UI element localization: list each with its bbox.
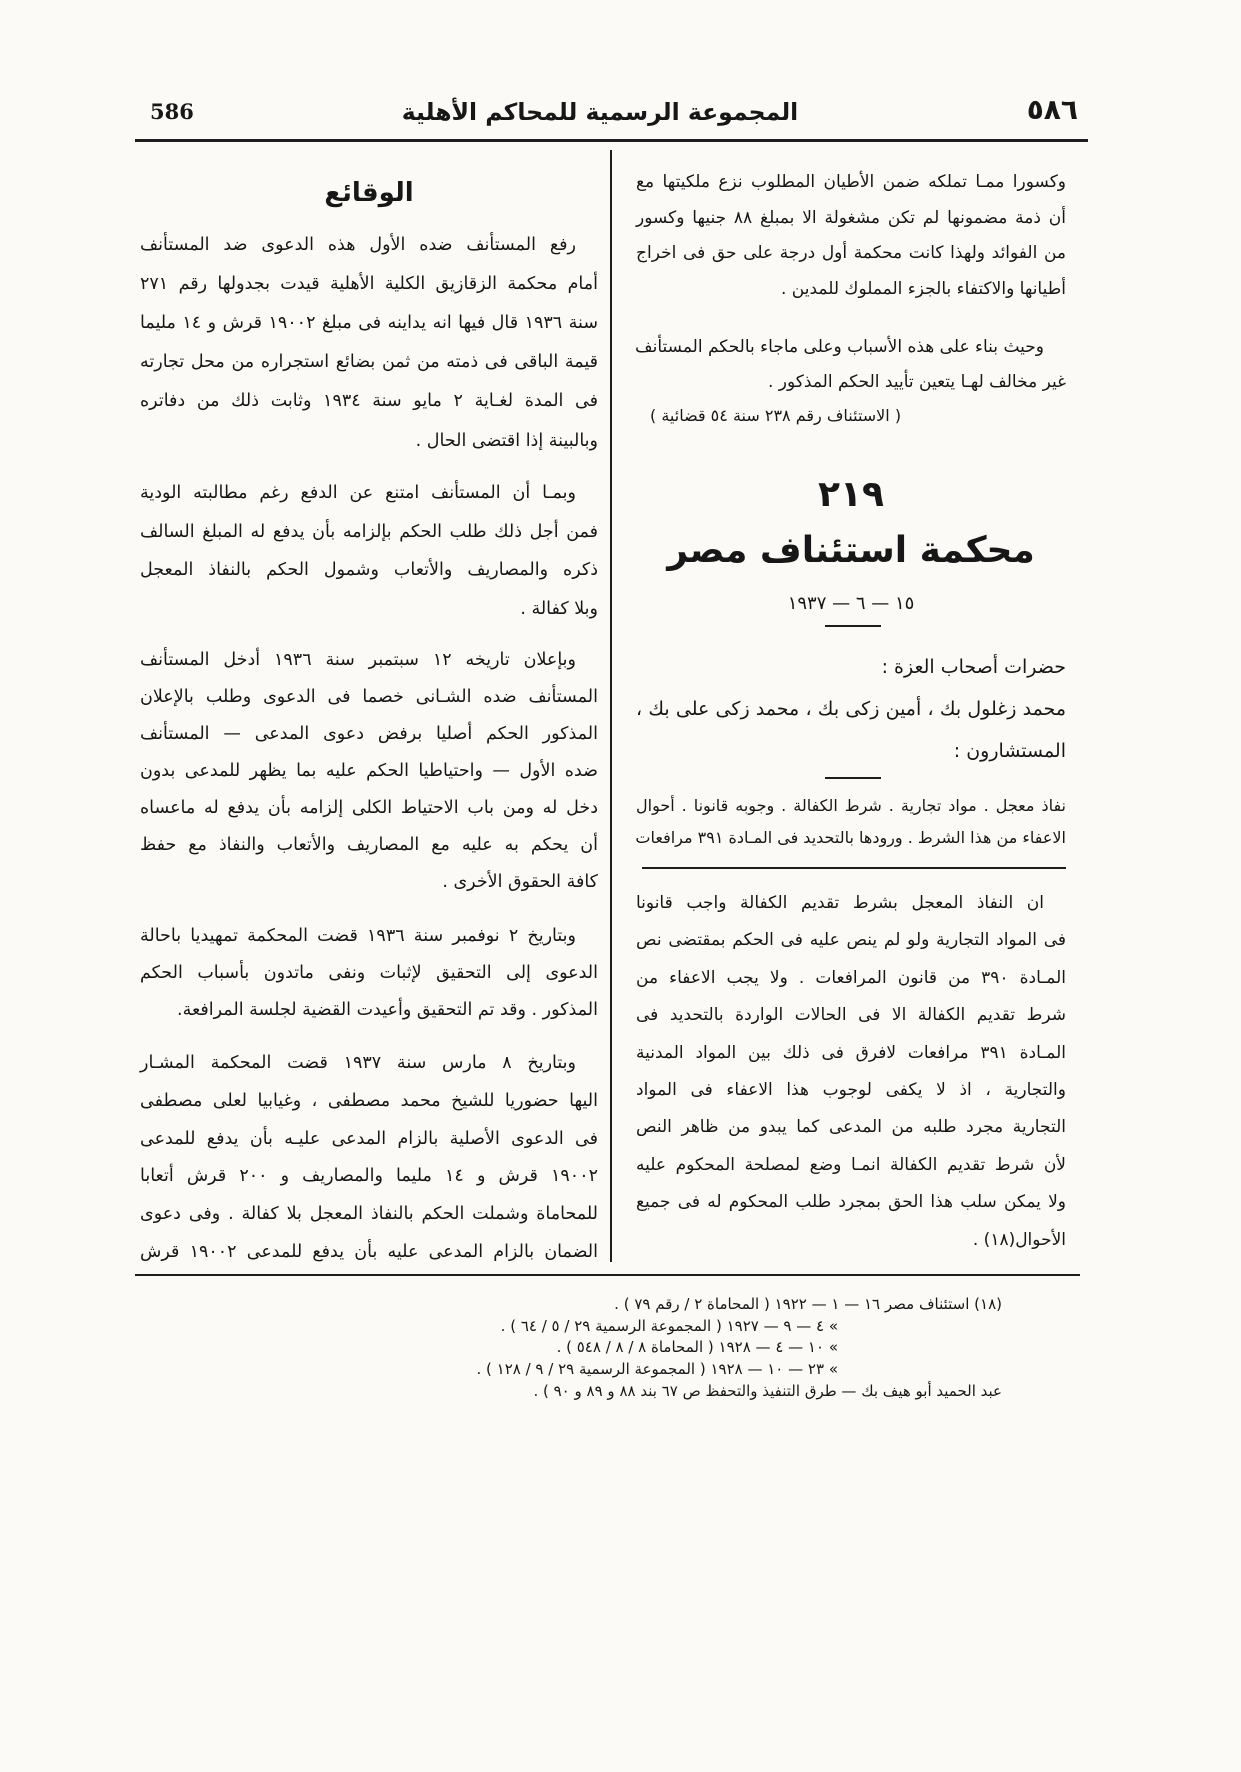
judgment-date: ١٥ — ٦ — ١٩٣٧	[787, 593, 915, 614]
case-number: ٢١٩	[818, 474, 884, 515]
facts-line: ذكره والمصاريف والأتعاب وشمول الحكم بالنفاذ المعجل	[140, 560, 598, 581]
facts-line: وبتاريخ ٨ مارس سنة ١٩٣٧ قضت المحكمة المشـار	[140, 1053, 576, 1073]
facts-line: وبإعلان تاريخه ١٢ سبتمبر سنة ١٩٣٦ أدخل المستأنف	[140, 649, 576, 670]
short-divider	[825, 625, 881, 627]
facts-line: المذكور الحكم أصليا برفض دعوى المدعى — المستأنف	[140, 723, 598, 744]
right-column	[636, 0, 1066, 1290]
principle-line: ان النفاذ المعجل بشرط تقديم الكفالة واجب قانونا	[636, 893, 1044, 913]
previous-case-continuation	[636, 165, 1066, 308]
facts-line: فى المدة لغـاية ٢ مايو سنة ١٩٣٤ وثابت ذلك من دفاتره	[140, 391, 598, 412]
facts-paragraph	[140, 226, 598, 461]
page-number-arabic: ٥٨٦	[1026, 93, 1078, 126]
footnotes	[420, 1294, 1002, 1403]
facts-paragraph	[140, 474, 598, 629]
text-line: من الفوائد ولهذا كانت محكمة أول درجة على حق فى اخراج	[636, 243, 1066, 264]
facts-line: المستأنف ضده الشـانى خصما فى الدعوى وطلب بالإعلان	[140, 686, 598, 707]
legal-principle	[636, 885, 1066, 1259]
previous-case-citation: ( الاستئناف رقم ٢٣٨ سنة ٥٤ قضائية )	[650, 406, 902, 425]
facts-line: سنة ١٩٣٦ قال فيها انه يداينه فى مبلغ ١٩٠٠٢ قرش و ١٤ مليما	[140, 312, 598, 333]
summary-line: الاعفاء من هذا الشرط . ورودها بالتحديد فى المـادة ٣٩١ مرافعات	[635, 828, 1066, 847]
left-column	[140, 0, 598, 1290]
facts-line: وبلا كفالة .	[520, 599, 598, 620]
case-summary	[636, 790, 1066, 854]
facts-line: فمن أجل ذلك طلب الحكم بإلزامه بأن يدفع له المبلغ السالف	[140, 521, 598, 542]
facts-line: دخل له ومن باب الاحتياط الكلى إلزامه بأن يدفع له ماعساه	[140, 797, 598, 818]
short-divider	[825, 777, 881, 779]
principle-line: المـادة ٣٩١ مرافعات لافرق فى ذلك بين المواد المدنية	[636, 1042, 1066, 1063]
facts-heading: الوقائع	[324, 178, 414, 208]
text-line: أن ذمة مضمونها لم تكن مشغولة الا بمبلغ ٨٨ جنيها وكسور	[636, 207, 1066, 228]
facts-line: كافة الحقوق الأخرى .	[442, 871, 598, 892]
facts-line: أمام محكمة الزقازيق الكلية الأهلية قيدت بجدولها رقم ٢٧١	[140, 273, 598, 294]
text-line: وكسورا ممـا تملكه ضمن الأطيان المطلوب نزع ملكيتها مع	[636, 172, 1066, 192]
principle-line: شرط تقديم الكفالة الا فى الحالات الواردة بالتحديد فى	[636, 1005, 1066, 1026]
footnote-line: (١٨) استئناف مصر ١٦ — ١ — ١٩٢٢ ( المحاماة ٢ / رقم ٧٩ ) .	[614, 1295, 1002, 1313]
facts-paragraph	[140, 918, 598, 1029]
facts-line: وبتاريخ ٢ نوفمبر سنة ١٩٣٦ قضت المحكمة تمهيديا باحالة	[140, 925, 576, 946]
bench-intro: حضرات أصحاب العزة :	[881, 656, 1066, 678]
summary-divider	[642, 867, 1066, 869]
principle-line: المـادة ٣٩٠ من قانون المرافعات . ولا يجب الاعفاء من	[636, 967, 1066, 988]
text-line: وحيث بناء على هذه الأسباب وعلى ماجاء بالحكم المستأنف	[635, 337, 1044, 357]
facts-line: أن يحكم به عليه مع المصاريف والأتعاب والنفاذ مع حفظ	[140, 834, 598, 855]
facts-line: وبمـا أن المستأنف امتنع عن الدفع رغم مطالبته الودية	[140, 483, 576, 503]
footnote-line: » ٤ — ٩ — ١٩٢٧ ( المجموعة الرسمية ٢٩ / ٥ / ٦٤ ) .	[500, 1316, 838, 1335]
footnote-rule	[135, 1274, 1080, 1276]
summary-line: نفاذ معجل . مواد تجارية . شرط الكفالة . وجوبه قانونا . أحوال	[636, 796, 1066, 815]
facts-line: ضده الأول — واحتياطيا الحكم عليه بما يظهر للمدعى بدون	[140, 760, 598, 781]
facts-line: وبالبينة إذا اقتضى الحال .	[415, 430, 598, 451]
principle-line: لأن شرط تقديم الكفالة انمـا وضع لمصلحة المحكوم عليه	[636, 1154, 1066, 1175]
principle-line: الأحوال(١٨) .	[972, 1229, 1066, 1250]
column-divider	[610, 150, 612, 1262]
facts-line: ١٩٠٠٢ قرش و ١٤ مليما والمصاريف و ٢٠٠ قرش أتعابا	[140, 1166, 598, 1187]
principle-line: ولا يمكن سلب هذا الحق بمجرد طلب المحكوم له فى جميع	[636, 1192, 1066, 1213]
facts-line: رفع المستأنف ضده الأول هذه الدعوى ضد المستأنف	[140, 234, 576, 255]
footnote-line: » ١٠ — ٤ — ١٩٢٨ ( المحاماة ٨ / ٨ / ٥٤٨ ) .	[556, 1338, 838, 1357]
text-line: أطيانها والاكتفاء بالجزء المملوك للمدين .	[780, 279, 1066, 300]
facts-line: الدعوى إلى التحقيق لإثبات ونفى ماتدون بأسباب الحكم	[140, 962, 598, 983]
facts-paragraph	[140, 1045, 598, 1272]
facts-line: الضمان بالزام المدعى عليه بأن يدفع للمدعى ١٩٠٠٢ قرش	[140, 1241, 598, 1262]
judges-names: محمد زغلول بك ، أمين زكى بك ، محمد زكى على بك ،	[636, 698, 1066, 720]
page-number-latin: 586	[150, 99, 194, 124]
running-title: المجموعة الرسمية للمحاكم الأهلية	[401, 98, 799, 126]
judges-title: المستشارون :	[953, 740, 1066, 762]
court-name: محكمة استئناف مصر	[667, 530, 1035, 571]
facts-line: اليها حضوريا للشيخ محمد مصطفى ، وغيابيا لعلى مصطفى	[140, 1090, 598, 1111]
text-line: غير مخالف لهـا يتعين تأييد الحكم المذكور .	[768, 372, 1066, 392]
footnote-line: عبد الحميد أبو هيف بك — طرق التنفيذ والتحفظ ص ٦٧ بند ٨٨ و ٨٩ و ٩٠ ) .	[533, 1381, 1002, 1400]
footnote-line: » ٢٣ — ١٠ — ١٩٢٨ ( المجموعة الرسمية ٢٩ / ٩ / ١٢٨ ) .	[476, 1360, 838, 1379]
facts-paragraph	[140, 642, 598, 901]
principle-line: والتجارية ، اذ لا يكفى لوجوب هذا الاعفاء فى المواد	[636, 1080, 1066, 1101]
facts-line: فى الدعوى الأصلية بالزام المدعى عليـه بأن يدفع للمدعى	[140, 1128, 598, 1149]
facts-line: للمحاماة وشملت الحكم بالنفاذ المعجل بلا كفالة . وفى دعوى	[140, 1204, 598, 1225]
facts-line: قيمة الباقى فى ذمته من ثمن بضائع استجراره من محل تجارته	[140, 352, 598, 373]
principle-line: فى المواد التجارية ولو لم ينص عليه فى الحكم بمقتضى نص	[636, 930, 1066, 951]
principle-line: التجارية مجرد طلبه من المدعى كما يبدو من ظاهر النص	[636, 1117, 1066, 1138]
previous-case-conclusion	[636, 330, 1066, 400]
facts-line: المذكور . وقد تم التحقيق وأعيدت القضية لجلسة المرافعة.	[177, 999, 598, 1020]
bench	[636, 646, 1066, 772]
